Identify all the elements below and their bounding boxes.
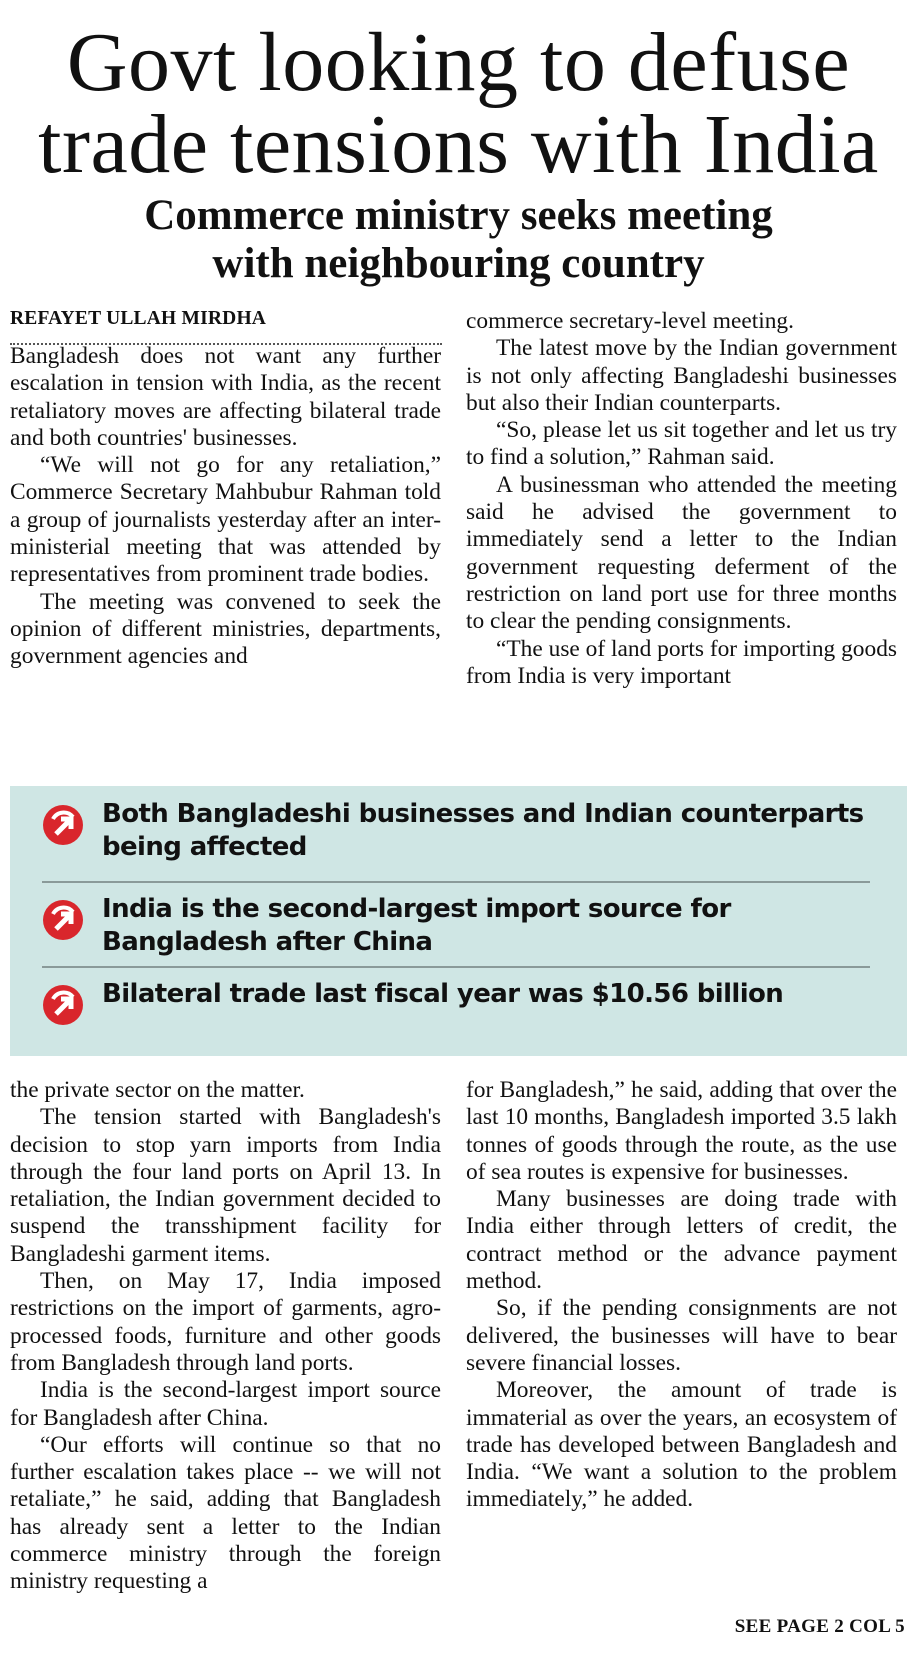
article-paragraph: The meeting was convened to seek the opinion of different ministries, departments, government agencies and xyxy=(10,588,441,670)
highlight-item xyxy=(42,978,870,1026)
article-paragraph: the private sector on the matter. xyxy=(10,1077,305,1103)
article-paragraph: “Our efforts will continue so that no further escalation takes place -- we will not retaliate,” he said, adding that Bangladesh has already sent a letter to the Indian commerce ministry through the foreign ministry requesting a xyxy=(10,1431,441,1595)
upper-right-column xyxy=(466,308,897,690)
headline xyxy=(0,16,917,191)
article-paragraph: Moreover, the amount of trade is immaterial as over the years, an ecosystem of trade has developed between Bangladesh and India. “We want a solution to the problem immediately,” he added. xyxy=(466,1377,897,1513)
article-paragraph: Then, on May 17, India imposed restrictions on the import of garments, agro-processed foods, furniture and other goods from Bangladesh through land ports. xyxy=(10,1268,441,1376)
highlight-item xyxy=(42,798,870,864)
article-paragraph: So, if the pending consignments are not delivered, the businesses will have to bear severe financial losses. xyxy=(466,1295,897,1376)
article-paragraph: The tension started with Bangladesh's decision to stop yarn imports from India through the four land ports on April 13. In retaliation, the Indian government decided to suspend the transshipment facility for Bangladeshi garment items. xyxy=(10,1104,441,1267)
highlights-box xyxy=(10,786,907,1056)
upper-left-column xyxy=(10,343,441,671)
headline-line-2: trade tensions with India xyxy=(38,98,879,191)
lower-right-column xyxy=(466,1077,897,1514)
byline: REFAYET ULLAH MIRDHA xyxy=(10,308,442,345)
subheadline-line-2: with neighbouring country xyxy=(212,240,705,287)
highlight-item xyxy=(42,893,870,959)
arrow-circle-icon xyxy=(42,804,84,846)
highlight-text: Both Bangladeshi businesses and Indian counterparts being affected xyxy=(102,799,864,862)
article-paragraph: Many businesses are doing trade with India either through letters of credit, the contract method or the advance payment method. xyxy=(466,1186,897,1295)
article-paragraph: commerce secretary-level meeting. xyxy=(466,308,794,334)
article-paragraph: The latest move by the Indian government is not only affecting Bangladeshi businesses but also their Indian counterparts. xyxy=(466,335,897,416)
headline-line-1: Govt looking to defuse xyxy=(66,16,851,109)
subheadline xyxy=(0,192,917,288)
highlight-divider xyxy=(42,966,870,968)
highlight-text: Bilateral trade last fiscal year was $10.56 billion xyxy=(102,979,784,1009)
article-paragraph: Bangladesh does not want any further escalation in tension with India, as the recent retaliatory moves are affecting bilateral trade and both countries' businesses. xyxy=(10,343,441,451)
arrow-circle-icon xyxy=(42,899,84,941)
continuation-jump-link[interactable]: SEE PAGE 2 COL 5 xyxy=(734,1616,905,1637)
article-paragraph: “The use of land ports for importing goods from India is very important xyxy=(466,635,897,689)
article-paragraph: A businessman who attended the meeting said he advised the government to immediately send a letter to the Indian government requesting deferment of the restriction on land port use for three months to clear the pending consignments. xyxy=(466,471,897,635)
subheadline-line-1: Commerce ministry seeks meeting xyxy=(144,192,773,239)
lower-left-column xyxy=(10,1077,441,1596)
highlight-text: India is the second-largest import source for Bangladesh after China xyxy=(102,894,731,957)
article-paragraph: for Bangladesh,” he said, adding that over the last 10 months, Bangladesh imported 3.5 lakh tonnes of goods through the route, as the use of sea routes is expensive for businesses. xyxy=(466,1077,897,1185)
article-paragraph: “So, please let us sit together and let us try to find a solution,” Rahman said. xyxy=(466,417,897,471)
article-paragraph: India is the second-largest import source for Bangladesh after China. xyxy=(10,1377,441,1431)
article-paragraph: “We will not go for any retaliation,” Commerce Secretary Mahbubur Rahman told a group of journalists yesterday after an inter-ministerial meeting that was attended by representatives from prominent trade bodies. xyxy=(10,452,441,588)
highlight-divider xyxy=(42,881,870,883)
arrow-circle-icon xyxy=(42,984,84,1026)
